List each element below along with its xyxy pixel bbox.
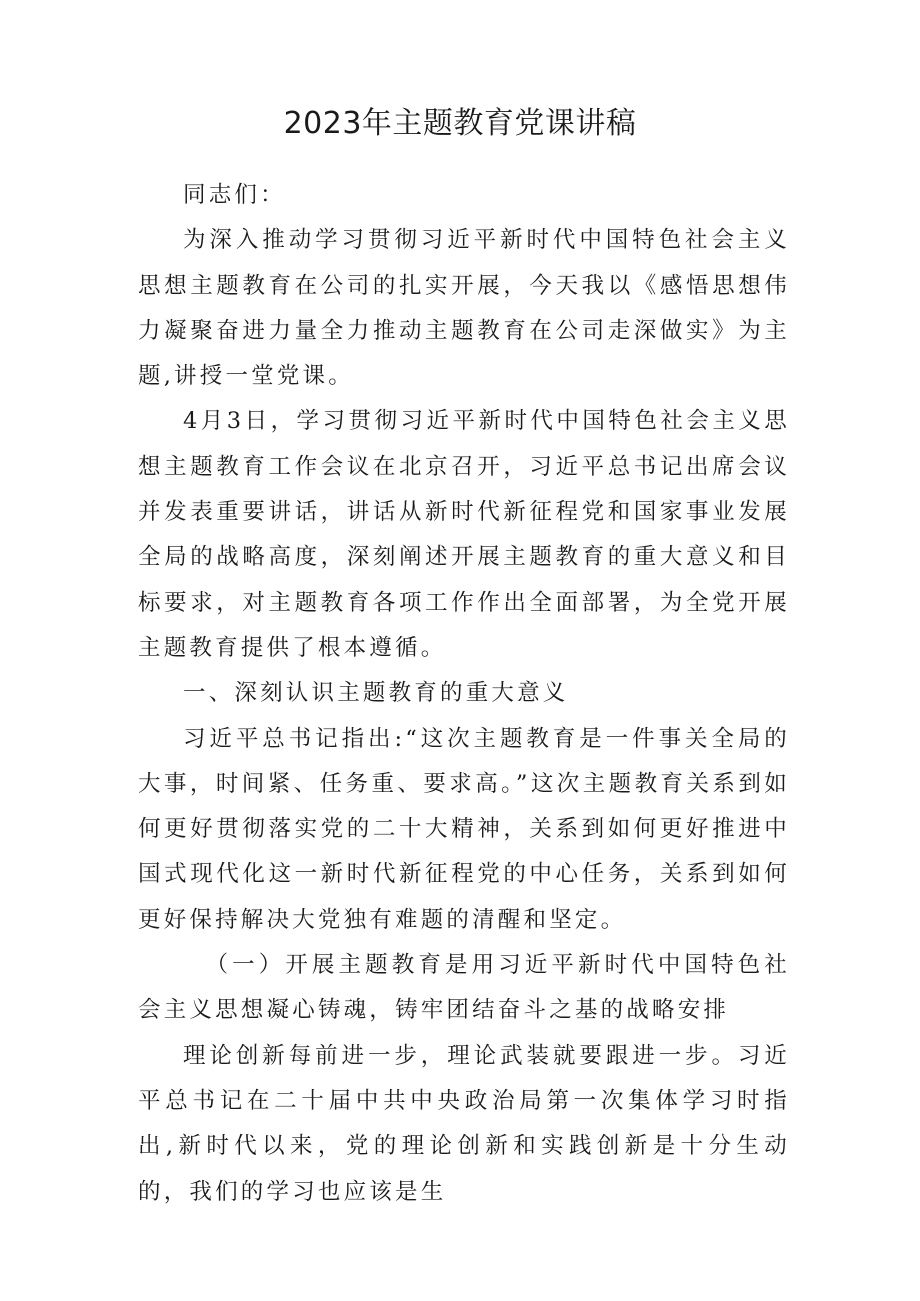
intro-paragraph: 为深入推动学习贯彻习近平新时代中国特色社会主义思想主题教育在公司的扎实开展，今天我以《感悟思想伟力凝聚奋进力量全力推动主题教育在公司走深做实》为主题,讲授一堂党课。 <box>138 227 790 390</box>
body-paragraph: 习近平总书记指出:“这次主题教育是一件事关全局的大事，时间紧、任务重、要求高。”这次主题教育关系到如何更好贯彻落实党的二十大精神，关系到如何更好推进中国式现代化这一新时代新征程党的中心任务，关系到如何更好保持解决大党独有难题的清醒和坚定。 <box>138 725 790 933</box>
subsection-heading-1: （一）开展主题教育是用习近平新时代中国特色社会主义思想凝心铸魂，铸牢团结奋斗之基的战略安排 <box>138 952 790 1024</box>
background-paragraph: 4月3日，学习贯彻习近平新时代中国特色社会主义思想主题教育工作会议在北京召开，习近平总书记出席会议并发表重要讲话，讲话从新时代新征程党和国家事业发展全局的战略高度，深刻阐述开展主题教育的重大意义和目标要求，对主题教育各项工作作出全面部署，为全党开展主题教育提供了根本遵循。 <box>138 408 790 661</box>
document-body <box>138 173 790 1215</box>
section-heading-1: 一、深刻认识主题教育的重大意义 <box>183 680 569 707</box>
greeting-paragraph: 同志们： <box>183 182 286 208</box>
document-title: 2023年主题教育党课讲稿 <box>283 106 637 141</box>
body-paragraph: 理论创新每前进一步，理论武装就要跟进一步。习近平总书记在二十届中共中央政治局第一次集体学习时指出,新时代以来，党的理论创新和实践创新是十分生动的，我们的学习也应该是生 <box>138 1042 790 1205</box>
